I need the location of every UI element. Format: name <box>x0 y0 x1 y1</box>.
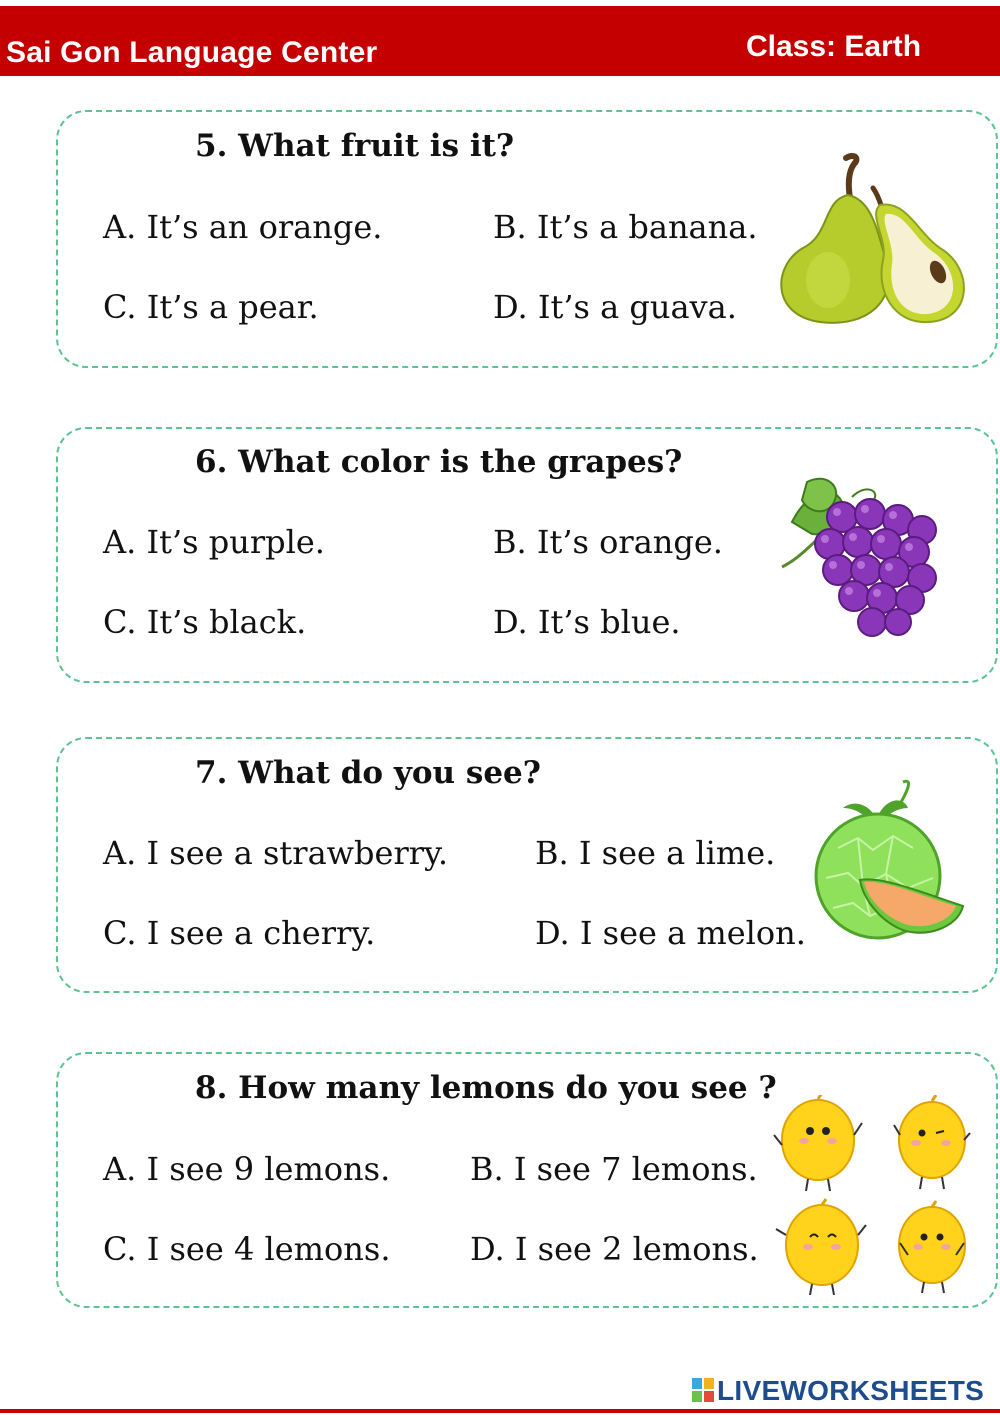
melon-icon <box>808 778 968 943</box>
option-a[interactable]: A. It’s an orange. <box>103 208 383 246</box>
option-c[interactable]: C. I see 4 lemons. <box>103 1230 391 1268</box>
option-b[interactable]: B. I see 7 lemons. <box>470 1150 758 1188</box>
question-title: 8. How many lemons do you see ? <box>195 1070 777 1106</box>
question-title: 7. What do you see? <box>195 755 541 791</box>
option-a[interactable]: A. It’s purple. <box>103 523 325 561</box>
class-label: Class: Earth <box>746 30 922 63</box>
option-b[interactable]: B. It’s a banana. <box>493 208 758 246</box>
option-b[interactable]: B. I see a lime. <box>535 834 776 872</box>
center-name: Sai Gon Language Center <box>6 36 378 69</box>
lemons-icon <box>770 1095 980 1300</box>
option-c[interactable]: C. I see a cherry. <box>103 914 376 952</box>
option-c[interactable]: C. It’s a pear. <box>103 288 319 326</box>
footer-logo <box>692 1375 984 1407</box>
option-c[interactable]: C. It’s black. <box>103 603 307 641</box>
logo-text: LIVEWORKSHEETS <box>717 1375 985 1406</box>
option-a[interactable]: A. I see 9 lemons. <box>103 1150 391 1188</box>
grapes-icon <box>772 472 952 640</box>
pear-icon <box>768 150 983 330</box>
option-d[interactable]: D. I see a melon. <box>535 914 806 952</box>
option-d[interactable]: D. I see 2 lemons. <box>470 1230 759 1268</box>
header-bar <box>0 6 1000 76</box>
question-title: 6. What color is the grapes? <box>195 444 683 480</box>
option-d[interactable]: D. It’s blue. <box>493 603 681 641</box>
option-d[interactable]: D. It’s a guava. <box>493 288 737 326</box>
option-b[interactable]: B. It’s orange. <box>493 523 723 561</box>
question-title: 5. What fruit is it? <box>195 128 515 164</box>
footer-line <box>0 1409 1000 1413</box>
option-a[interactable]: A. I see a strawberry. <box>103 834 449 872</box>
logo-icon <box>692 1378 714 1402</box>
